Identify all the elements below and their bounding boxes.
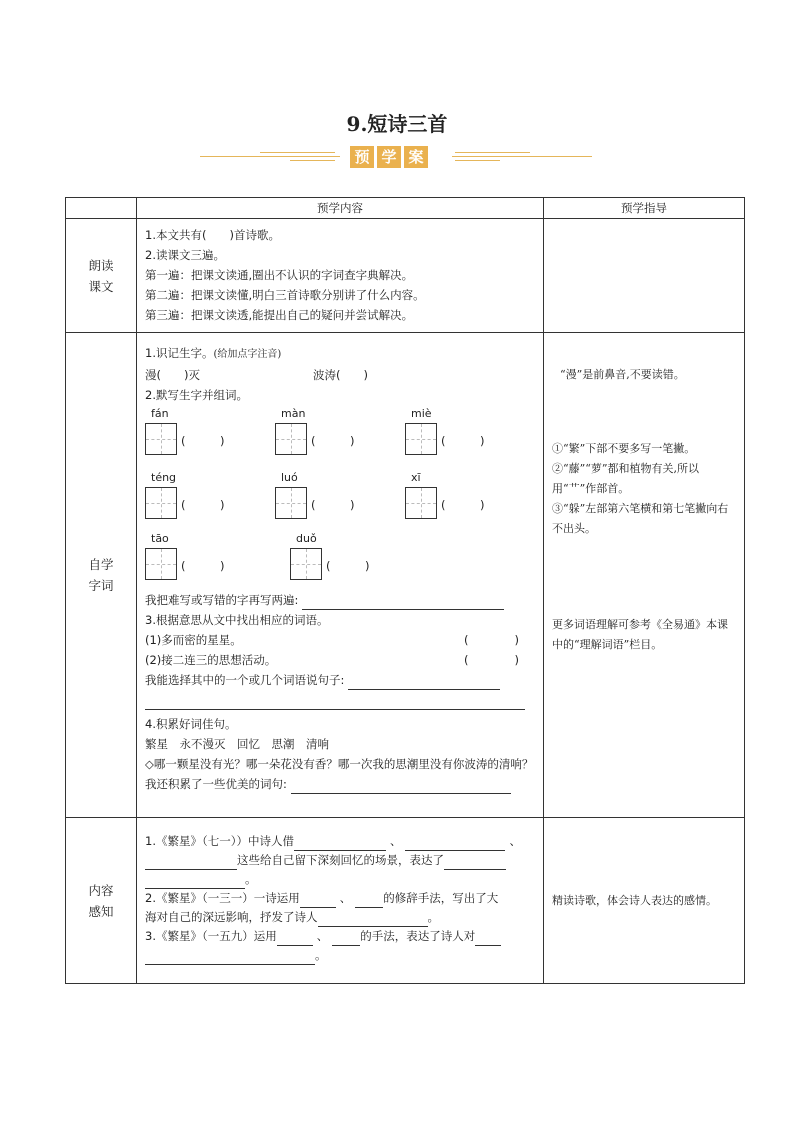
fill-line (145, 889, 535, 908)
pinyin: fán (151, 407, 169, 420)
banner-char: 预 (350, 146, 374, 168)
fill-text: 、 (509, 834, 521, 848)
sentence-text: 我能选择其中的一个或几个词语说句子: (145, 673, 345, 687)
fill-blank[interactable] (294, 837, 386, 851)
row-content (137, 219, 544, 333)
fill-blank[interactable] (145, 875, 245, 889)
row-guide (544, 219, 745, 333)
pinyin: tāo (151, 532, 169, 545)
fill-line (145, 870, 535, 889)
q3-answer-blank[interactable]: ( ) (464, 653, 519, 667)
label-text: 朗读课文 (88, 257, 114, 294)
char-cell (275, 469, 405, 530)
pinyin-row (145, 469, 535, 530)
q3-item (145, 650, 535, 670)
fill-line (145, 946, 535, 965)
text-line: 1.本文共有( )首诗歌。 (145, 228, 280, 242)
label-text: 自学字词 (88, 557, 114, 593)
pinyin: téng (151, 471, 177, 484)
table-row (66, 333, 745, 818)
question: 2.默写生字并组词。 (145, 388, 248, 402)
text-line: 第一遍：把课文读通,圈出不认识的字词查字典解决。 (145, 268, 414, 282)
header-blank (66, 198, 137, 219)
char-cell (145, 469, 275, 530)
question (145, 343, 535, 365)
question: 4.积累好词佳句。 (145, 717, 237, 731)
fill-text: 2.《繁星》（一三一）一诗运用 (145, 891, 300, 905)
fill-blank[interactable] (444, 856, 506, 870)
fill-text: 、 (316, 929, 329, 943)
q1-items (145, 365, 535, 385)
fill-text: 3.《繁星》（一五九）运用 (145, 929, 277, 943)
q1-item: 漫( )灭 (145, 368, 200, 382)
q1-note: (给加点字注音) (213, 349, 282, 360)
q4-more-text: 我还积累了一些优美的词句: (145, 777, 287, 791)
q3-item (145, 630, 535, 650)
banner-badges (350, 146, 428, 168)
fill-blank[interactable] (475, 932, 501, 946)
rewrite-text: 我把难写或写错的字再写两遍: (145, 593, 299, 607)
sentence-blank[interactable] (145, 696, 525, 710)
row-label (66, 219, 137, 333)
table-row (66, 219, 745, 333)
guide-text: 更多词语理解可参考《全易通》本课中的“理解词语”栏目。 (552, 618, 728, 651)
row-content (137, 818, 544, 984)
row-label (66, 333, 137, 818)
fill-blank[interactable] (145, 856, 237, 870)
char-cell (290, 530, 435, 590)
fill-blank[interactable] (405, 837, 505, 851)
word-blank[interactable]: ( ) (311, 498, 355, 512)
fill-blank[interactable] (145, 951, 315, 965)
word-blank[interactable]: ( ) (441, 434, 485, 448)
q4-blank[interactable] (291, 780, 511, 794)
char-cell (275, 405, 405, 469)
text-line: 第三遍：把课文读透,能提出自己的疑问并尝试解决。 (145, 308, 414, 322)
word-blank[interactable]: ( ) (441, 498, 485, 512)
q3-item-text: (1)多而密的星星。 (145, 633, 242, 647)
header-guide: 预学指导 (544, 198, 745, 219)
text-line: 2.读课文三遍。 (145, 248, 225, 262)
row-guide (544, 333, 745, 818)
fill-text: 、 (339, 891, 352, 905)
fill-blank[interactable] (355, 894, 383, 908)
fill-blank[interactable] (300, 894, 336, 908)
q4-more-line (145, 774, 535, 794)
banner-char: 案 (404, 146, 428, 168)
fill-text: 。 (245, 872, 257, 886)
table-row (66, 818, 745, 984)
pinyin: xī (411, 471, 421, 484)
write-box[interactable] (145, 548, 177, 580)
write-box[interactable] (290, 548, 322, 580)
q1-item: 波涛( ) (313, 368, 368, 382)
write-box[interactable] (405, 423, 437, 455)
char-cell (405, 405, 535, 469)
fill-line (145, 908, 535, 927)
rewrite-blank[interactable] (302, 596, 504, 610)
word-blank[interactable]: ( ) (181, 434, 225, 448)
pinyin-row (145, 405, 535, 469)
write-box[interactable] (275, 487, 307, 519)
fill-text: 。 (315, 948, 327, 962)
pinyin: miè (411, 407, 432, 420)
fill-blank[interactable] (277, 932, 313, 946)
write-box[interactable] (145, 423, 177, 455)
question: 3.根据意思从文中找出相应的词语。 (145, 613, 329, 627)
word-blank[interactable]: ( ) (181, 559, 225, 573)
fill-text: 这些给自己留下深刻回忆的场景，表达了 (237, 853, 444, 867)
char-cell (145, 405, 275, 469)
q1-text: 1.识记生字。 (145, 346, 214, 360)
sentence-blank[interactable] (348, 676, 500, 690)
fill-line (145, 832, 535, 851)
fill-text: 的修辞手法，写出了大 (383, 891, 499, 905)
guide-item: ①“繁”下部不要多写一笔撇。 (552, 442, 696, 455)
char-cell (145, 530, 290, 590)
fill-blank[interactable] (332, 932, 360, 946)
pinyin-row (145, 530, 535, 590)
guide-text: “漫”是前鼻音,不要读错。 (560, 368, 685, 381)
row-guide: 精读诗歌，体会诗人表达的感情。 (544, 818, 745, 984)
rewrite-line (145, 590, 535, 610)
row-content (137, 333, 544, 818)
guide-list (552, 439, 736, 539)
header-content: 预学内容 (137, 198, 544, 219)
fill-line (145, 927, 535, 946)
fill-text: 海对自己的深远影响，抒发了诗人 (145, 910, 318, 924)
word-blank[interactable]: ( ) (181, 498, 225, 512)
word-blank[interactable]: ( ) (326, 559, 370, 573)
fill-text: 的手法，表达了诗人对 (360, 929, 476, 943)
word-blank[interactable]: ( ) (311, 434, 355, 448)
page-title: 9.短诗三首 (346, 112, 448, 136)
q3-item-text: (2)接二连三的思想活动。 (145, 653, 277, 667)
guide-item: ②“藤”“萝”都和植物有关,所以用“艹”作部首。 (552, 462, 699, 495)
fill-text: 、 (389, 834, 402, 848)
write-box[interactable] (145, 487, 177, 519)
write-box[interactable] (275, 423, 307, 455)
char-cell (405, 469, 535, 530)
sentence-line-2 (145, 690, 535, 708)
q3-answer-blank[interactable]: ( ) (464, 633, 519, 647)
q4-words: 繁星 永不漫灭 回忆 思潮 清响 (145, 737, 329, 751)
sentence-line (145, 670, 535, 690)
text-line: 第二遍：把课文读懂,明白三首诗歌分别讲了什么内容。 (145, 288, 425, 302)
write-box[interactable] (405, 487, 437, 519)
fill-line (145, 851, 535, 870)
study-table (65, 197, 745, 984)
fill-text: 1.《繁星》（七一））中诗人借 (145, 834, 294, 848)
fill-blank[interactable] (318, 913, 428, 927)
pinyin: màn (281, 407, 306, 420)
fill-text: 。 (427, 910, 439, 924)
banner-char: 学 (377, 146, 401, 168)
table-header-row (66, 198, 745, 219)
label-text: 内容感知 (88, 882, 114, 919)
guide-item: ③“躲”左部第六笔横和第七笔撇向右不出头。 (552, 502, 729, 535)
q4-quote: ◇哪一颗星没有光？哪一朵花没有香？哪一次我的思潮里没有你波涛的清响？ (145, 757, 534, 771)
pinyin: duǒ (296, 532, 317, 545)
pinyin: luó (281, 471, 298, 484)
row-label (66, 818, 137, 984)
